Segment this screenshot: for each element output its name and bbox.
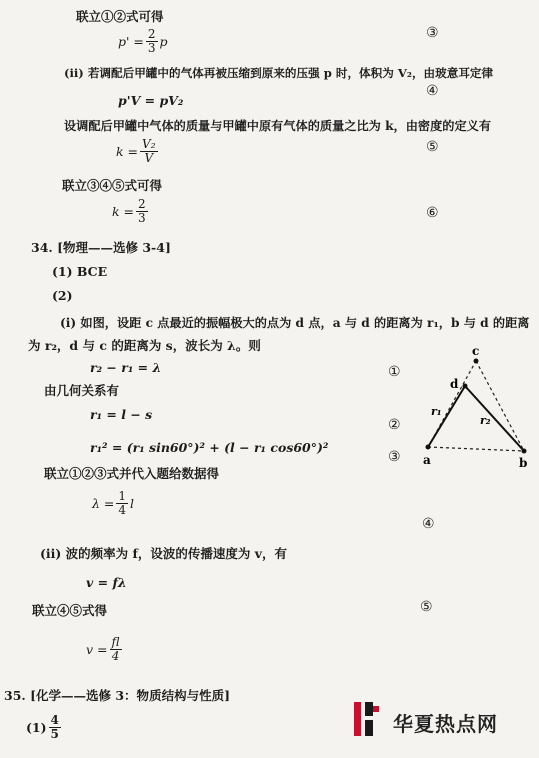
fraction xyxy=(116,490,128,516)
point-b xyxy=(522,449,527,454)
fraction-denominator: 4 xyxy=(118,502,127,517)
watermark-text: 华夏热点网 xyxy=(393,712,498,736)
fraction-numerator: 1 xyxy=(118,489,127,503)
text-line: (ii) 波的频率为 f，设波的传播速度为 v，有 xyxy=(40,546,288,561)
text-line: p'V = pV₂ xyxy=(118,93,184,108)
fraction xyxy=(110,636,122,662)
text-line: v = fλ xyxy=(86,575,127,590)
equation-rhs: p xyxy=(159,33,168,49)
fraction-denominator: 5 xyxy=(50,726,59,741)
text-line: (1) BCE xyxy=(52,264,108,279)
equation-lhs: k = xyxy=(112,203,135,219)
fraction-numerator: fl xyxy=(111,635,120,649)
fraction-denominator: 4 xyxy=(111,648,120,663)
equation-marker: ① xyxy=(388,364,401,380)
fraction-numerator: 4 xyxy=(50,713,59,727)
label-a: a xyxy=(423,453,431,467)
text-line: (i) 如图，设距 c 点最近的振幅极大的点为 d 点，a 与 d 的距离为 r₁，b 与 d 的距离 xyxy=(60,316,530,330)
answer-label: (1) xyxy=(26,719,47,735)
fraction-numerator: 2 xyxy=(138,197,146,211)
label-b: b xyxy=(519,456,528,470)
text-line: 联立③④⑤式可得 xyxy=(62,178,163,193)
segment-ab xyxy=(428,447,524,451)
equation-lhs: k = xyxy=(116,143,139,159)
equation-marker: ③ xyxy=(426,25,439,41)
fraction xyxy=(136,198,148,224)
segment-db xyxy=(465,386,524,451)
label-r2: r₂ xyxy=(480,414,491,427)
equation-marker: ④ xyxy=(422,516,435,532)
equation-lhs: v = xyxy=(86,641,108,657)
text-line: r₁² = (r₁ sin60°)² + (l − r₁ cos60°)² xyxy=(90,440,329,455)
section-heading: 35. [化学——选修 3：物质结构与性质] xyxy=(4,688,230,703)
equation-marker: ② xyxy=(388,417,401,433)
equation-lhs: λ = xyxy=(92,495,115,511)
equation-p-prime xyxy=(118,28,168,54)
equation-marker: ③ xyxy=(388,449,401,465)
label-d: d xyxy=(450,377,459,391)
equation-marker: ⑤ xyxy=(426,139,439,155)
text-line: 设调配后甲罐中气体的质量与甲罐中原有气体的质量之比为 k，由密度的定义有 xyxy=(64,119,492,133)
label-c: c xyxy=(472,345,480,358)
text-line: 由几何关系有 xyxy=(44,383,120,398)
equation-lhs: p' = xyxy=(118,33,144,49)
fraction-numerator: V₂ xyxy=(142,137,156,151)
fraction xyxy=(140,138,157,164)
point-a xyxy=(426,445,431,450)
wave-interference-diagram xyxy=(410,345,535,475)
point-c xyxy=(474,359,479,364)
fraction-denominator: 3 xyxy=(138,210,146,225)
section-heading: 34. [物理——选修 3-4] xyxy=(31,240,171,255)
equation-marker: ④ xyxy=(426,83,439,99)
point-d xyxy=(463,384,468,389)
equation-rhs: l xyxy=(130,495,135,511)
equation-k-value xyxy=(112,198,150,224)
text-line: 联立①②③式并代入题给数据得 xyxy=(44,466,220,481)
text-line: 联立④⑤式得 xyxy=(32,603,108,618)
equation-marker: ⑥ xyxy=(426,205,439,221)
equation-marker: ⑤ xyxy=(420,599,433,615)
text-line: 为 r₂，d 与 c 的距离为 s，波长为 λ。则 xyxy=(28,338,261,353)
equation-k-ratio xyxy=(116,138,160,164)
answer-fraction xyxy=(26,714,63,740)
fraction xyxy=(146,28,158,54)
equation-velocity xyxy=(86,636,124,662)
text-line: 联立①②式可得 xyxy=(76,9,164,24)
text-line: r₁ = l − s xyxy=(90,407,153,422)
fraction-numerator: 2 xyxy=(147,27,156,41)
equation-lambda xyxy=(92,490,134,516)
fraction-denominator: 3 xyxy=(147,40,156,55)
watermark-logo-icon xyxy=(352,700,382,738)
fraction xyxy=(49,714,61,740)
fraction-denominator: V xyxy=(144,150,154,165)
text-line: (ii) 若调配后甲罐中的气体再被压缩到原来的压强 p 时，体积为 V₂，由玻意耳定律 xyxy=(64,66,494,80)
text-line: (2) xyxy=(52,288,73,303)
label-r1: r₁ xyxy=(431,405,442,418)
text-line: r₂ − r₁ = λ xyxy=(90,360,162,375)
